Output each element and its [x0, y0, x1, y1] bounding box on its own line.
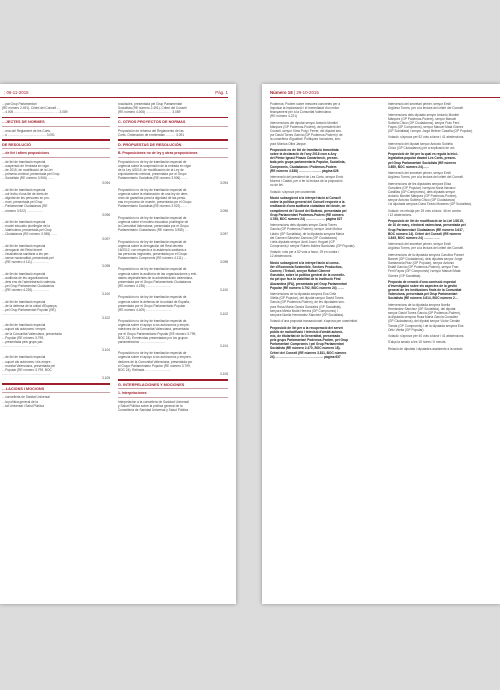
paragraph-text: Intervenció del diputat senyor Antonio Subiela Chico (GP Ciudadanos) per a explicació de vot.: [388, 141, 456, 150]
section-heading: C. OTROS PROYECTOS DE NORMAS: [118, 120, 228, 127]
index-entry-text: …de llei de tramitació especial …suspensió de l'entrada en vigor …de 2015, de modificació de la Llei …primeria criminal, presentada pel Grup …Socialista (RE número 3.906) ……: [2, 159, 60, 181]
paragraph: [270, 250, 382, 258]
index-entry-text: Proposición no de ley de tramitación especial de urgencia sobre la derogación del Real decreto 16/2012, con respecto a la asistencia sanitaria a las personas migrantes, presentada por el Grupo Parlamentario Compromís (RE número 4.111) …: [118, 239, 188, 261]
index-entry-page: 3.102: [102, 316, 110, 321]
paragraph-text: …pat Grup Parlamentari (RE número 2.491). Criteri del Consell … …4.005 …………………………………… 3.089: [2, 102, 68, 115]
right-page: [262, 84, 500, 604]
index-entry-page: 3.104: [220, 344, 228, 349]
paragraph-text: Interpelación a la consellera de Sanidad Universal y Salud Pública sobre la política general de la Consellería de Sanidad Universal y Salud Pública: [118, 399, 189, 413]
index-entry[interactable]: [2, 272, 110, 297]
section-heading: …JECTES DE NORMES: [2, 120, 110, 127]
paragraph: [388, 113, 500, 134]
paragraph: [388, 171, 500, 179]
paragraph-text: rosolàcies, presentada pel Grup Parlamentari Socialista (RE número 2.491). Criteri del Consell (RE número 4.005) ……………………: [118, 102, 187, 115]
paragraph-text: Votació: es rebutja per 29 vots a favor, 46 en contra i 12 abstencions.: [388, 208, 461, 217]
section-subheading: 1. Interpelaciones: [118, 391, 228, 398]
header-issue: [270, 90, 319, 95]
section-bar: [118, 139, 228, 141]
paragraph-text: Moció subsegüent a la interpel·lació al Consell sobre la política general del Consell respecte a la realització d'una auditoria ciutadana del deute, on compliment de l'Acord del Botànic, presentada pel Grup Parlamentari Podemos-Podem (RE número 3.788, BOC número 24) ……………… pàgina 627: [270, 196, 347, 221]
section-bar: [2, 383, 110, 385]
index-entry-page: 3.100: [220, 288, 228, 293]
right-column-2: [388, 102, 500, 353]
paragraph: [270, 292, 382, 317]
header-separator: |: [293, 90, 297, 95]
paragraph: [270, 175, 382, 187]
agenda-item: [270, 196, 382, 221]
paragraph-text: Intervencions de les diputades senyora Elisa González (GP Popular) i senyora Nuria Navarro Castillas (GP Compromís), dels diputats senyor Antonio Montiel Márquez (GP Podemos-Podem), senyor Antonio Subiela Chico (GP Ciudadanos) i la diputada senyora Clara Tirado Museros (GP Socialista).: [388, 181, 472, 207]
index-entry[interactable]: [118, 267, 228, 292]
index-entry-text: Proposición no de ley de tramitación especial de urgencia sobre el apoyo a los autónomos y empren- dedores de la Comunitat Valenciana, presentada por el Grupo Parlamentario Popular (RE número 3.799, BOC 24). Retirada ……………………: [118, 351, 193, 372]
index-entry[interactable]: [118, 216, 228, 237]
section-heading: D. PROPUESTAS DE RESOLUCIÓN: [118, 143, 228, 150]
paragraph: [2, 129, 110, 137]
agenda-item: [388, 152, 500, 169]
index-entry-text: …de llei de tramitació especial …auditoria de les organitzacions …dels ens de l'administració valencia- …pel Grup Parlamentari Ciudadanos …(RE número 4.235) ……………: [2, 271, 57, 293]
paragraph-text: Proposició de llei per la qual es regula la inici- legislativa popular davant Les Corts, presen- pel Grup Parlamentari Socialista (RE número 3.850, BOC número 24)……: [388, 152, 458, 169]
index-entry-text: Proposición no de ley de tramitación especial de urgencia sobre la defensa de la unidad de España, presentada por el Grupo Parlamentario Popular (RE número 4.409) ……………………: [118, 295, 190, 312]
paragraph-text: Votació: vots per a 52 vots a favor, 29 en contra i 12 abstencions.: [270, 250, 339, 259]
index-entry-text: …de llei de tramitació especial …de la defensa de la unitat d'Espanya, …pel Grup Parlamentari Popular (RE) ………………………………………: [2, 299, 58, 316]
paragraph-text: Intervencions de la diputada senyora Noelia Hernández Sánchez (GP Socialista), del diputat senyor David Torres García (GP Podemos-Podem), la diputada senyora Rosa María García González (GP Ciudadanos), del diputat senyor Víctor Cerdán Tomás (GP Compromís) i de la diputada senyora Eva Ortiz Vilella (GP Popular).: [388, 302, 464, 332]
index-entry[interactable]: [2, 300, 110, 321]
section-bar: [2, 117, 110, 119]
paragraph: [388, 334, 500, 338]
paragraph: [270, 190, 382, 194]
index-entry[interactable]: [2, 244, 110, 269]
index-entry[interactable]: [118, 188, 228, 213]
index-entry-text: …de llei de tramitació especial …suport als autònoms i empre- …de la Comunitat Valenciana, presentada …Popular (RE número 3.799, …presentada pels grups par- ……………………………: [2, 323, 62, 349]
section-bar: [118, 117, 228, 119]
paragraph: [270, 223, 382, 248]
paragraph: [388, 347, 500, 351]
index-entry-page: 3.096: [102, 212, 110, 217]
index-entry-text: Proposición no de ley de tramitación especial de urgencia sobre el apoyo a los autónomos y empre- ndedores de la Comunitat Valenciana, presentada por el Grupo Parlamentario Popular (RE número 3.799, BOC 24). Enmiendas presentadas por los grupos parlamentarios ……………………: [118, 319, 197, 344]
paragraph-text: Relació de diputats i diputades assistents a la sessió: [388, 346, 463, 351]
paragraph-text: Intervencions de la diputada senyora Eva Ortiz Vilella (GP Popular), del diputat senyor David Torres García (GP Podemos-Podem), de les diputades sen- yora Rosa María García González (GP Socialista), senyora Mireia Mollà Herrera (GP Compromís) i senyora Noelia Hernández Sánchez (GP Socialista).: [270, 292, 345, 317]
paragraph: [388, 303, 500, 332]
paragraph-page: 3.089: [171, 110, 181, 115]
index-entry[interactable]: [2, 355, 110, 380]
agenda-item: [270, 148, 382, 173]
paragraph-text: Intervencions dels diputats senyor David Torres García (GP Podemos-Podem), senyor José Muñoz Lladró (GP Socialista), de la diputada senyora María del Carmen Sánchez Zamora (GP Ciudadanos) i dels diputats senyor Jordi Juan i Huguet (GP Compromís) i senyor Rubén Ibáñez Bordonau (GP Popular).: [270, 223, 356, 248]
index-entry[interactable]: [118, 319, 228, 348]
section-heading: DE RESOLUCIÓ: [2, 143, 110, 150]
paragraph: [388, 182, 500, 207]
index-entry-text: …de llei de tramitació especial …col·lectiu d'una llei de drets de …dignitat de les persones en pro- …mort, presentada pel Grup …Parlamentari Ciudadanos (RE …número 3.922) ……………: [2, 187, 50, 213]
paragraph-page: 3.091: [175, 132, 185, 137]
index-entry-page: 3.096: [220, 208, 228, 213]
header-issue-number: Número 18: [270, 90, 293, 95]
header-date: ; 06-11-2015: [4, 90, 29, 95]
paragraph-text: S'alça la sessió a les 15 hores i 5 minuts.: [388, 340, 447, 345]
paragraph-text: Proposición de reforma del Reglamento de las Corts. Ordenación de enmiendas ………: [118, 128, 184, 137]
agenda-item: [388, 219, 500, 240]
paragraph-text: Proposta de creació d'una comissió especial d'investigació sobre els aspectes de la gestió general de les institucions firals de la Comunitat Valenciana, presentada pel Grup Parlamentari Socialista (RE número 3.614, BOC número 2…: [388, 279, 462, 301]
paragraph-text: …rma del Reglament de les Corts. …s ……………………………… 3.091: [2, 128, 55, 137]
paragraph: [388, 253, 500, 278]
index-entry[interactable]: [2, 188, 110, 217]
paragraph-text: Intervenció del secretari primer, senyor Emili Argüeso Torres, per a la lectura del criteri del Consell.: [388, 171, 464, 180]
paragraph-text: Votació: s'aprova per 40 vots a favor i 41 abstencions.: [388, 334, 465, 339]
paragraph-text: Votació: s'aprova per unanimitat.: [270, 189, 317, 194]
paragraph: [388, 209, 500, 217]
index-entry[interactable]: [118, 295, 228, 316]
paragraph: [270, 121, 382, 146]
index-entry[interactable]: [2, 220, 110, 241]
paragraph-text: Proposició no de llei de tramitació immediata sobre la declaració de l'any 2016 com a Any del Pintor Ignasi Pinazo Camarlench, presen- tada pels grups parlamentaris Popular, Socialista, Compromís, Ciudadanos i Podemos-Podem (RE número 4.538) ………………… pàgina 626: [270, 147, 346, 173]
header-issue-date: 29-10-2015: [296, 90, 319, 95]
paragraph-text: …conselleria de Sanitat Universal …la política general de la …tat Universal i Salut Pública: [2, 395, 50, 408]
paragraph-text: Intervenció del secretari primer, senyor Emili Argüeso Torres, per a la lectura del criteri del Consell.: [388, 242, 464, 251]
paragraph-text: Intervencions dels diputats senyor Antonio Montiel Márquez (GP Podemos-Podem), senyor Manuel Subiela Chico (GP Ciudadanos), senyor Fran Ferri Fayos (GP Compromís), senyor Manuel Mata Gómez (GP Socialista) i senyor Jorge Bellver Casaña (GP Popular).: [388, 112, 473, 134]
index-entry-text: …de llei de tramitació especial …suport als autònoms i els empre- …munitat Valenciana, presentada pel …Popular (RE número 3.799, BOC ………………………………………: [2, 355, 55, 377]
paragraph: [118, 102, 228, 114]
paragraph: [2, 395, 110, 407]
paragraph: [270, 102, 382, 119]
index-entry-text: Proposición no de ley de tramitación especial de urgencia sobre la auditoría de las organizaciones y enti- dades dependientes de la administración valenciana, presentada por el Grupo Parlamentario Ciudadanos (RE número 4.235) ……………………: [118, 267, 198, 289]
paragraph: [388, 102, 500, 110]
section-subheading: …de llei i altres proposicions: [2, 151, 110, 158]
index-entry-text: …de llei de tramitació especial …derogació del Reial decret …l'assistència sanitària a les per- …sense nacionalitat, presentada pel …(RE número 4.111) ……………: [2, 243, 54, 265]
index-entry-page: 3.094: [102, 180, 110, 185]
section-bar: [2, 139, 110, 141]
paragraph-text: Moció subsegüent a la interpel·lació al conse- ller d'Economia Sostenible, Sectors Productius, Comerç i Treball, senyor Rafael Climent Gonzàlez, sobre la política general de la conselle- ria pel que fa a la viabilitat de la institució Firal Alacantina (IFA), presentada pel Grup Parlamentari Popular (RE número 3.792, BOC número 24) ……: [270, 260, 348, 290]
index-entry[interactable]: [118, 160, 228, 185]
paragraph: [118, 129, 228, 137]
index-entry-page: 3.105: [102, 376, 110, 381]
paragraph-text: Podemos: Podem sobre mesures concretes per a impulsar la implantació i el immediatat d'un millor finançament per a la Comunitat Valenciana (RE número 4.221): [270, 102, 341, 119]
paragraph: [388, 340, 500, 344]
index-entry-text: Proposición no de ley de tramitación especial de urgencia sobre el modelo educativo plurilingüe de la Comunitat Valenciana, presentada por el Grupo Parlamentario Ciudadanos (RE número 3.955) …: [118, 215, 189, 233]
index-entry-page: 3.102: [220, 312, 228, 316]
paragraph: [388, 142, 500, 150]
paragraph: [118, 400, 228, 412]
index-entry[interactable]: [118, 240, 228, 265]
right-column-1: [270, 102, 382, 361]
paragraph: [388, 135, 500, 139]
paragraph-text: Proposició de llei per a la recuperació del servei públic de radiodifusió i televisió d'àmbit autonò- mic, de titularitat de la Generalitat, presentada pels grups Parlamentari Podemos-Podem, pel Grup Parlamentari Compromís i pel Grup Parlamentari Socialista (RE número 2.470, BOC número 18). Criteri del Consell (RE número 3.811, BOC número 24) ……………………………………… pàgina 637: [270, 325, 349, 359]
paragraph-text: Intervencions del diputat senyor Antonio Montiel Márquez (GP Podemos-Podem), del president del Consell, senyor Ximo Puig i Ferrer, del diputat sen- yor David Torres García (GP Podemos-Podem) i de la consellera d'Igualtat i Polítiques Inclusives, sen- yora Mónica Oltra Jarque.: [270, 120, 343, 146]
left-column-1: [2, 102, 110, 410]
index-entry-page: 3.098: [220, 260, 228, 265]
index-entry-page: 3.100: [102, 292, 110, 297]
paragraph-text: Proposició de llei de modificació de la Llei 1/2015, de 10 de març, electoral valenciana, presentada pel Grup Parlamentari Ciudadanos (RE número 3.637, BOC número 14). Criteri del Consell (RE número 3.849, BOC número 24) ……………: [388, 219, 466, 240]
index-entry-page: 3.097: [102, 236, 110, 241]
index-entry-text: Proposición no de ley de tramitación especial de urgencia sobre la elaboración de una ley de dere- chos de garantías para la dignidad de las perso- nas en proceso de muerte, presentada por el Grupo Parlamentario Socialista (RE número 3.922) ……: [118, 187, 192, 209]
paragraph: [270, 319, 382, 323]
agenda-item: [270, 261, 382, 290]
paragraph-text: Intervenció del secretari primer, senyor Emili Argüeso Torres, per a la lectura del criteri del Consell.: [388, 102, 464, 111]
index-entry-page: 3.097: [220, 232, 228, 237]
paragraph: [388, 242, 500, 250]
header-rule: [0, 97, 228, 98]
agenda-item: [388, 280, 500, 301]
paragraph-text: Intervencions de la diputada senyora Carolina Punset Bannel (GP Ciudadanos), dels diputats senyor Jorge Santamaría Ruiz (GP Popular), senyor Antonio Estañ García (GP Podemos-Podem), senyor Fran Ferri Fayos (GP Compromís) i senyor Manuel Mata Gómez (GP Socialista).: [388, 252, 464, 278]
paragraph-text: Votació: s'aprova per 52 vots a favor i 41 abstencions.: [388, 135, 465, 140]
paragraph-text: Votació d'una proposta transaccional: s'aprova per unanimitat.: [270, 319, 358, 324]
section-subheading: B. Proposiciones no de ley y otras proposiciones: [118, 151, 228, 158]
left-column-2: [118, 102, 228, 414]
index-entry-page: 3.094: [220, 180, 228, 185]
index-entry-page: 3.098: [102, 264, 110, 269]
header-rule: [270, 97, 500, 98]
section-bar: [118, 379, 228, 381]
agenda-item: [270, 326, 382, 359]
section-heading: …LACIONS I MOCIONS: [2, 387, 110, 394]
index-entry-page: 3.105: [220, 372, 228, 377]
paragraph: [2, 102, 110, 114]
index-entry[interactable]: [118, 351, 228, 376]
index-entry[interactable]: [2, 160, 110, 185]
header-page-number: Pàg. 1: [215, 90, 228, 95]
index-entry-text: …de llei de tramitació especial …model educatiu plurilingüe de la …Valenciana, presentada pel Grup …Ciudadanos (RE número 3.955) ……: [2, 219, 58, 237]
index-entry-page: 3.104: [102, 348, 110, 353]
left-page: [0, 84, 236, 604]
paragraph-text: Intervenció del president de Les Corts, senyor Enric Morera i Català, per a fer la lectura de la proposició no de llei.: [270, 175, 344, 188]
index-entry-text: Proposición no de ley de tramitación especial de urgencia sobre la suspensión de la entrada en vigor de la Ley 4/2015, de modificación de la Ley de enjuiciamiento criminal, presentada por el Grupo Parlamentario Socialista (RE número 3.906) ……: [118, 159, 192, 181]
index-entry[interactable]: [2, 323, 110, 352]
section-heading: G. INTERPELACIONES Y MOCIONES: [118, 383, 228, 390]
